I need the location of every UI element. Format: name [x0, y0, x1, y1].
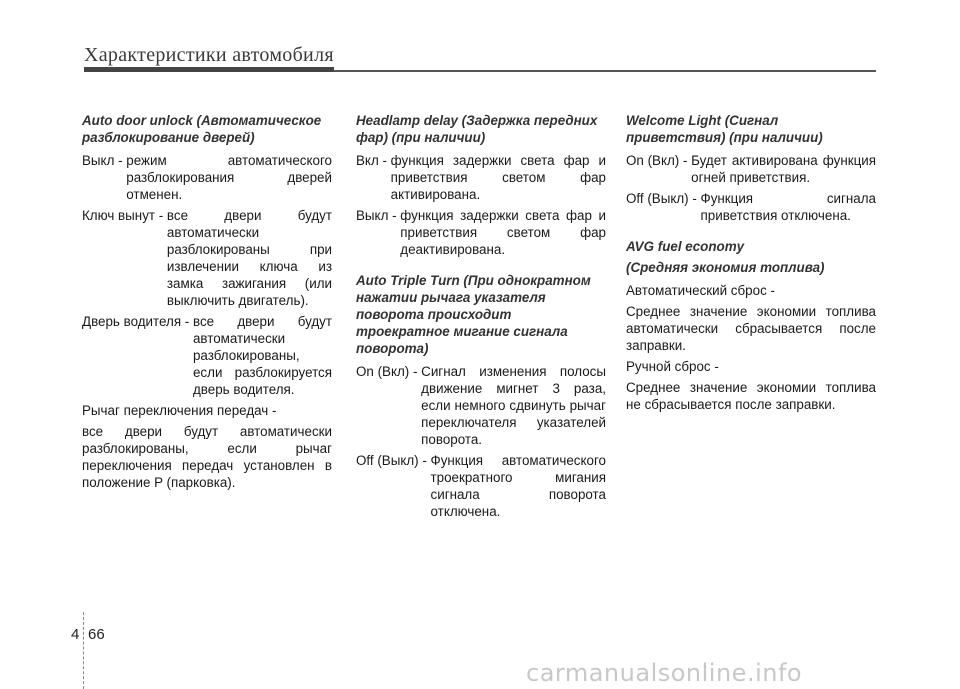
entry-text: функция задержки света фар и приветствия светом фар активирована.	[390, 153, 606, 202]
heading-avg-fuel-economy-ru: (Средняя экономия топлива)	[626, 260, 825, 275]
entry-text: Функция сигнала приветствия отключена.	[700, 191, 876, 223]
section-title: Характеристики автомобиля	[84, 44, 334, 66]
gear-label: Рычаг переключения передач -	[82, 403, 277, 418]
auto-reset-label: Автоматический сброс -	[626, 283, 775, 298]
entry-text: все двери будут автоматически разблокированы при извлечении ключа из замка зажигания (или выключить двигатель).	[166, 208, 332, 308]
entry-text: все двери будут автоматически разблокированы, если разблокируется дверь водителя.	[192, 314, 332, 397]
entry-label: Ключ вынут -	[82, 208, 167, 223]
entry-text: Функция автоматического троекратного мигания сигнала поворота отключена.	[430, 453, 606, 519]
entry-text: режим автоматического разблокирования дверей отменен.	[126, 153, 332, 202]
entry-label: On (Вкл) -	[356, 364, 422, 379]
heading-headlamp-delay: Headlamp delay (Задержка передних фар) (при наличии)	[356, 113, 598, 145]
heading-welcome-light: Welcome Light (Сигнал приветствия) (при наличии)	[626, 113, 823, 145]
entry-label: Вкл -	[356, 153, 391, 168]
gear-text: все двери будут автоматически разблокированы, если рычаг переключения передач установлен в положение P (парковка).	[82, 424, 332, 490]
entry-off	[356, 207, 606, 258]
heading-auto-door-unlock: Auto door unlock (Автоматическое разблокирование дверей)	[82, 113, 322, 145]
entry-label: Off (Выкл) -	[356, 453, 431, 468]
auto-reset-text: Среднее значение экономии топлива автоматически сбрасывается после заправки.	[626, 304, 876, 353]
entry-off	[356, 452, 606, 520]
entry-text: Будет активирована функция огней приветствия.	[691, 153, 876, 185]
entry-label: Выкл -	[356, 208, 401, 223]
entry-label: Выкл -	[82, 153, 127, 168]
entry-on	[626, 152, 876, 186]
entry-key-out	[82, 207, 332, 309]
entry-label: On (Вкл) -	[626, 153, 692, 168]
page-number: 66	[88, 626, 105, 643]
heading-auto-triple-turn: Auto Triple Turn (При однократном нажатии рычага указателя поворота происходит троекратное мигание сигнала поворота)	[356, 273, 591, 356]
entry-off	[626, 190, 876, 224]
entry-on	[356, 363, 606, 448]
footer-divider	[83, 612, 84, 689]
header-rule-thin	[334, 70, 876, 72]
heading-avg-fuel-economy: AVG fuel economy	[626, 239, 745, 254]
manual-reset-text: Среднее значение экономии топлива не сбрасывается после заправки.	[626, 380, 876, 412]
watermark: carmanualsonline.info	[526, 659, 803, 687]
header-rule-thick	[84, 67, 334, 72]
entry-on	[356, 152, 606, 203]
entry-label: Off (Выкл) -	[626, 191, 701, 206]
column-auto-door-unlock	[82, 112, 332, 495]
entry-text: Сигнал изменения полосы движение мигнет 3 раза, если немного сдвинуть рычаг переключателя указателей поворота.	[421, 364, 606, 447]
column-headlamp-triple-turn	[356, 112, 606, 520]
entry-label: Дверь водителя -	[82, 314, 193, 329]
column-welcome-avg	[626, 112, 876, 417]
chapter-number: 4	[71, 626, 80, 643]
manual-reset-label: Ручной сброс -	[626, 359, 719, 374]
entry-driver-door	[82, 313, 332, 398]
entry-text: функция задержки света фар и приветствия светом фар деактивирована.	[400, 208, 606, 257]
entry-off	[82, 152, 332, 203]
